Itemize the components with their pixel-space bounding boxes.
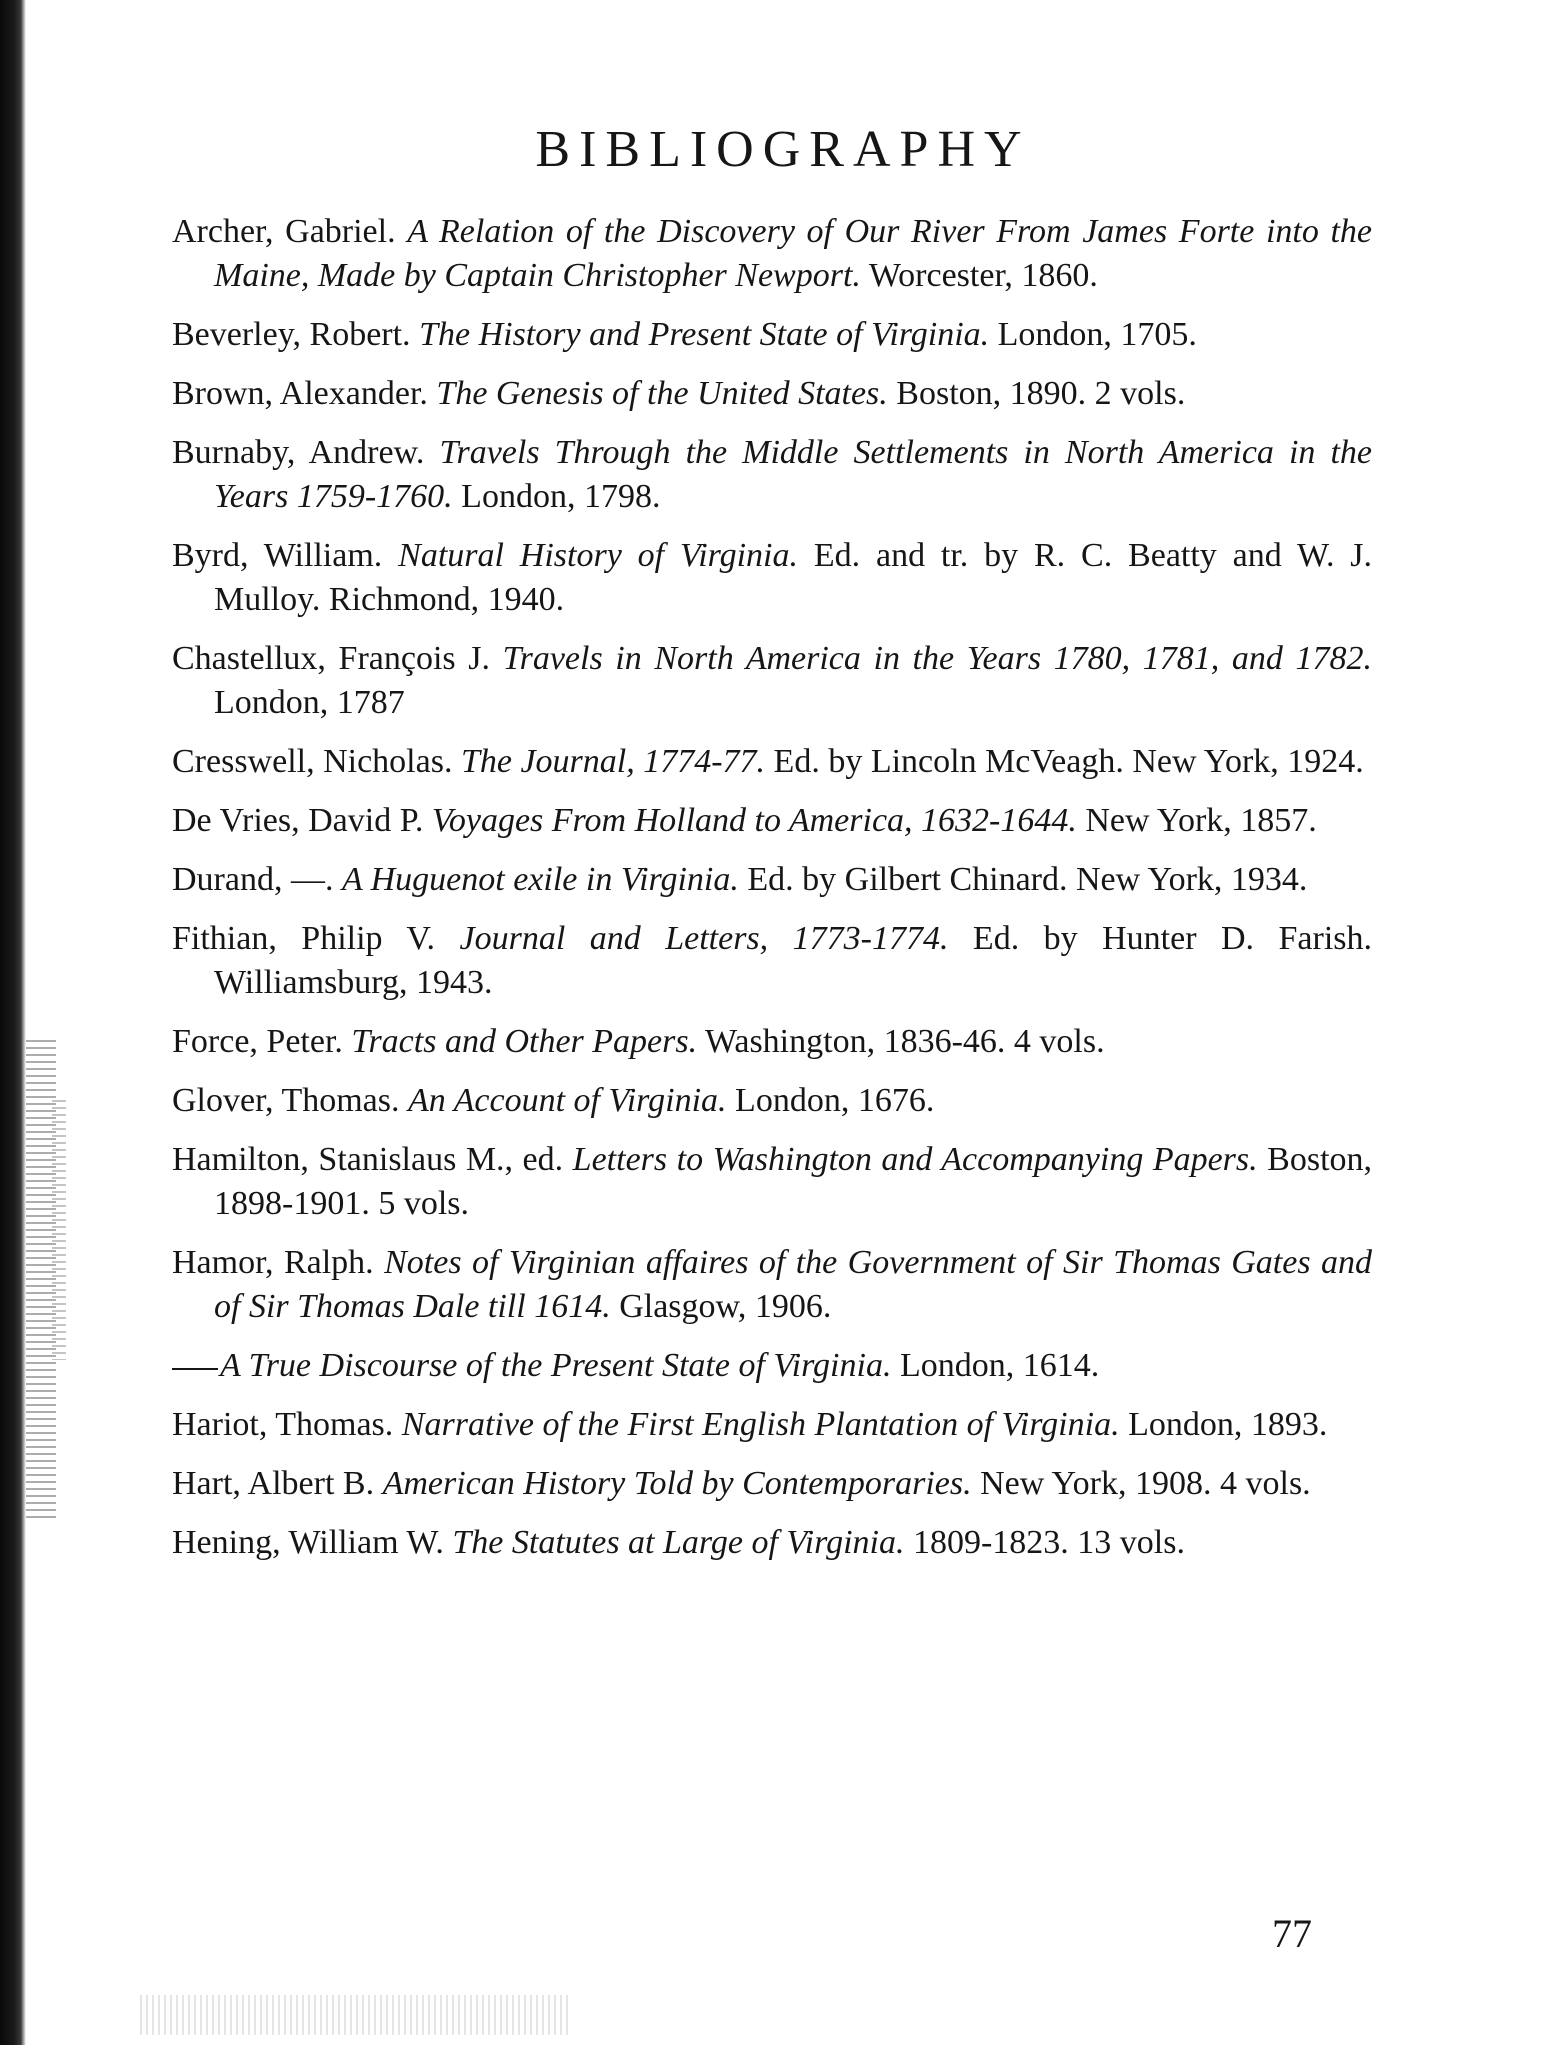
entry-details: Ed. by Gilbert Chinard. New York, 1934. bbox=[747, 861, 1308, 898]
bibliography-entry bbox=[172, 1462, 1372, 1506]
entry-author: Hart, Albert B. bbox=[172, 1465, 375, 1502]
entry-author: Archer, Gabriel. bbox=[172, 213, 396, 250]
entry-author: Hariot, Thomas. bbox=[172, 1406, 394, 1443]
bibliography-entry bbox=[172, 1403, 1372, 1447]
entry-work: A Relation of the Discovery of Our River From James Forte into the Maine, Made by Captain Christopher Newport. bbox=[214, 213, 1373, 294]
entry-author: Durand, —. bbox=[172, 861, 334, 898]
entry-work: Journal and Letters, 1773-1774. bbox=[459, 920, 949, 957]
entry-work: The Statutes at Large of Virginia. bbox=[452, 1524, 905, 1561]
book-binding-shadow bbox=[0, 0, 26, 2045]
entry-work: Tracts and Other Papers. bbox=[351, 1023, 698, 1060]
bibliography-entry bbox=[172, 1079, 1372, 1123]
entry-details: Washington, 1836-46. 4 vols. bbox=[704, 1023, 1105, 1060]
entry-work: Travels Through the Middle Settlements in North America in the Years 1759-1760. bbox=[214, 434, 1373, 515]
entry-author: Burnaby, Andrew. bbox=[172, 434, 425, 471]
entry-details: Ed. by Lincoln McVeagh. New York, 1924. bbox=[773, 743, 1364, 780]
bibliography-entry bbox=[172, 313, 1372, 357]
entry-work: Travels in North America in the Years 1780, 1781, and 1782. bbox=[502, 640, 1372, 677]
entry-details: Boston, 1890. 2 vols. bbox=[896, 375, 1186, 412]
entry-details: New York, 1908. 4 vols. bbox=[980, 1465, 1311, 1502]
entry-author: Hamilton, Stanislaus M., ed. bbox=[172, 1141, 564, 1178]
entry-author: Byrd, William. bbox=[172, 537, 383, 574]
entry-author: Chastellux, François J. bbox=[172, 640, 490, 677]
entry-work: Letters to Washington and Accompanying Papers. bbox=[572, 1141, 1258, 1178]
entry-work: Natural History of Virginia. bbox=[398, 537, 798, 574]
bibliography-entry bbox=[172, 534, 1372, 622]
entry-work: American History Told by Contemporaries. bbox=[382, 1465, 972, 1502]
entry-details: Boston, 1898-1901. 5 vols. bbox=[214, 1141, 1373, 1222]
entry-details: London, 1787 bbox=[214, 684, 405, 721]
entry-details: London, 1705. bbox=[997, 316, 1197, 353]
entry-author: Brown, Alexander. bbox=[172, 375, 428, 412]
bibliography-entry bbox=[172, 858, 1372, 902]
entry-author: Cresswell, Nicholas. bbox=[172, 743, 453, 780]
bibliography-entry bbox=[172, 431, 1372, 519]
entry-details: Glasgow, 1906. bbox=[619, 1288, 832, 1325]
entry-details: 1809-1823. 13 vols. bbox=[912, 1524, 1185, 1561]
entry-author: Force, Peter. bbox=[172, 1023, 343, 1060]
entry-author: De Vries, David P. bbox=[172, 802, 424, 839]
entry-author: Fithian, Philip V. bbox=[172, 920, 436, 957]
entry-author: Glover, Thomas. bbox=[172, 1082, 400, 1119]
entry-author: Hening, William W. bbox=[172, 1524, 444, 1561]
bibliography-entry bbox=[172, 1521, 1372, 1565]
bibliography-entry bbox=[172, 637, 1372, 725]
entry-work: The Journal, 1774-77. bbox=[460, 743, 766, 780]
bibliography-entry bbox=[172, 1020, 1372, 1064]
entry-work: A Huguenot exile in Virginia. bbox=[341, 861, 739, 898]
entry-details: Ed. and tr. by R. C. Beatty and W. J. Mulloy. Richmond, 1940. bbox=[214, 537, 1373, 618]
entry-author: Beverley, Robert. bbox=[172, 316, 411, 353]
bibliography-list bbox=[172, 210, 1372, 1580]
bibliography-entry bbox=[172, 210, 1372, 298]
entry-details: Ed. by Hunter D. Farish. Williamsburg, 1943. bbox=[214, 920, 1372, 1001]
entry-details: New York, 1857. bbox=[1085, 802, 1317, 839]
entry-work: An Account of Virginia. bbox=[407, 1082, 727, 1119]
page-number: 77 bbox=[1272, 1911, 1312, 1956]
entry-author: Hamor, Ralph. bbox=[172, 1244, 374, 1281]
scan-noise bbox=[140, 1995, 570, 2035]
entry-work: The Genesis of the United States. bbox=[436, 375, 888, 412]
entry-work: The History and Present State of Virginia. bbox=[419, 316, 990, 353]
entry-work: Notes of Virginian affaires of the Government of Sir Thomas Gates and of Sir Thomas Dale till 1614. bbox=[214, 1244, 1372, 1325]
scan-noise bbox=[52, 1100, 66, 1360]
ditto-dash bbox=[172, 1368, 218, 1370]
entry-details: London, 1676. bbox=[735, 1082, 935, 1119]
bibliography-entry bbox=[172, 917, 1372, 1005]
bibliography-entry bbox=[172, 1344, 1372, 1388]
bibliography-entry bbox=[172, 1241, 1372, 1329]
page-title: BIBLIOGRAPHY bbox=[535, 121, 1031, 178]
bibliography-entry bbox=[172, 799, 1372, 843]
entry-work: Narrative of the First English Plantation of Virginia. bbox=[401, 1406, 1120, 1443]
entry-details: London, 1798. bbox=[461, 478, 661, 515]
bibliography-entry bbox=[172, 372, 1372, 416]
bibliography-entry bbox=[172, 1138, 1372, 1226]
entry-work: A True Discourse of the Present State of Virginia. bbox=[220, 1347, 892, 1384]
bibliography-entry bbox=[172, 740, 1372, 784]
entry-work: Voyages From Holland to America, 1632-1644. bbox=[431, 802, 1077, 839]
entry-details: Worcester, 1860. bbox=[868, 257, 1098, 294]
entry-details: London, 1614. bbox=[899, 1347, 1100, 1384]
entry-details: London, 1893. bbox=[1128, 1406, 1328, 1443]
